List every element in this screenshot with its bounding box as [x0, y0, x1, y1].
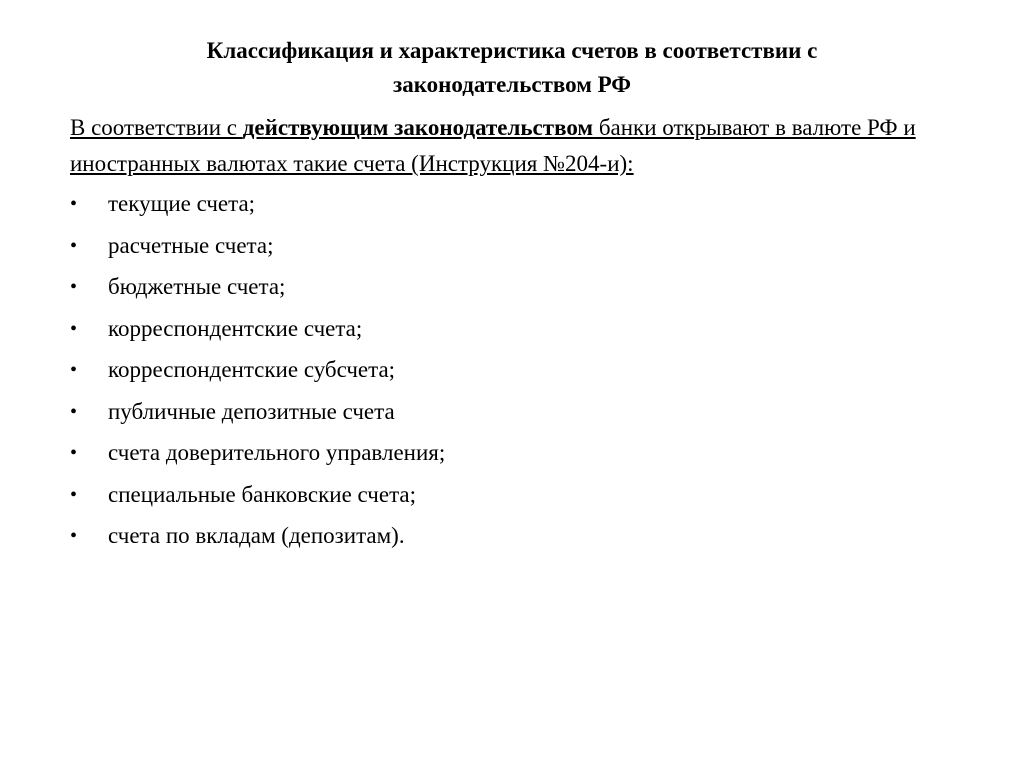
- intro-paragraph: [70, 110, 980, 182]
- list-item: [70, 435, 445, 477]
- bullet-icon: •: [70, 193, 78, 215]
- bullet-icon: •: [70, 525, 78, 547]
- intro-part-3: банки открывают в валюте РФ и иностранных валютах такие счета (Инструкция №204-и):: [70, 115, 916, 176]
- bullet-icon: •: [70, 400, 78, 423]
- bullet-icon: •: [70, 442, 78, 464]
- list-item-text: счета по вкладам (депозитам).: [108, 523, 405, 548]
- list-item: [70, 186, 445, 228]
- list-item-text: публичные депозитные счета: [108, 398, 395, 424]
- list-item-text: специальные банковские счета;: [108, 481, 416, 507]
- list-item-text: корреспондентские счета;: [108, 315, 363, 341]
- bullet-icon: •: [70, 276, 78, 298]
- intro-part-2-bold: действующим законодательством: [242, 115, 594, 140]
- bullet-icon: •: [70, 483, 78, 506]
- slide-title: [80, 34, 944, 102]
- bullet-icon: •: [70, 359, 78, 381]
- list-item: [70, 352, 445, 394]
- title-line-2: законодательством РФ: [392, 72, 632, 97]
- account-types-list: [70, 186, 445, 560]
- intro-part-1: В соответствии с: [70, 115, 243, 140]
- list-item: [70, 311, 445, 353]
- list-item-text: счета доверительного управления;: [108, 440, 446, 465]
- list-item-text: корреспондентские субсчета;: [108, 357, 396, 382]
- title-line-1: Классификация и характеристика счетов в соответствии с: [206, 38, 818, 63]
- list-item-text: бюджетные счета;: [108, 274, 286, 299]
- list-item-text: расчетные счета;: [108, 232, 274, 258]
- bullet-icon: •: [70, 317, 78, 340]
- list-item: [70, 518, 445, 560]
- list-item: [70, 394, 445, 436]
- bullet-icon: •: [70, 234, 78, 257]
- list-item: [70, 228, 445, 270]
- list-item-text: текущие счета;: [108, 191, 256, 216]
- list-item: [70, 269, 445, 311]
- list-item: [70, 477, 445, 519]
